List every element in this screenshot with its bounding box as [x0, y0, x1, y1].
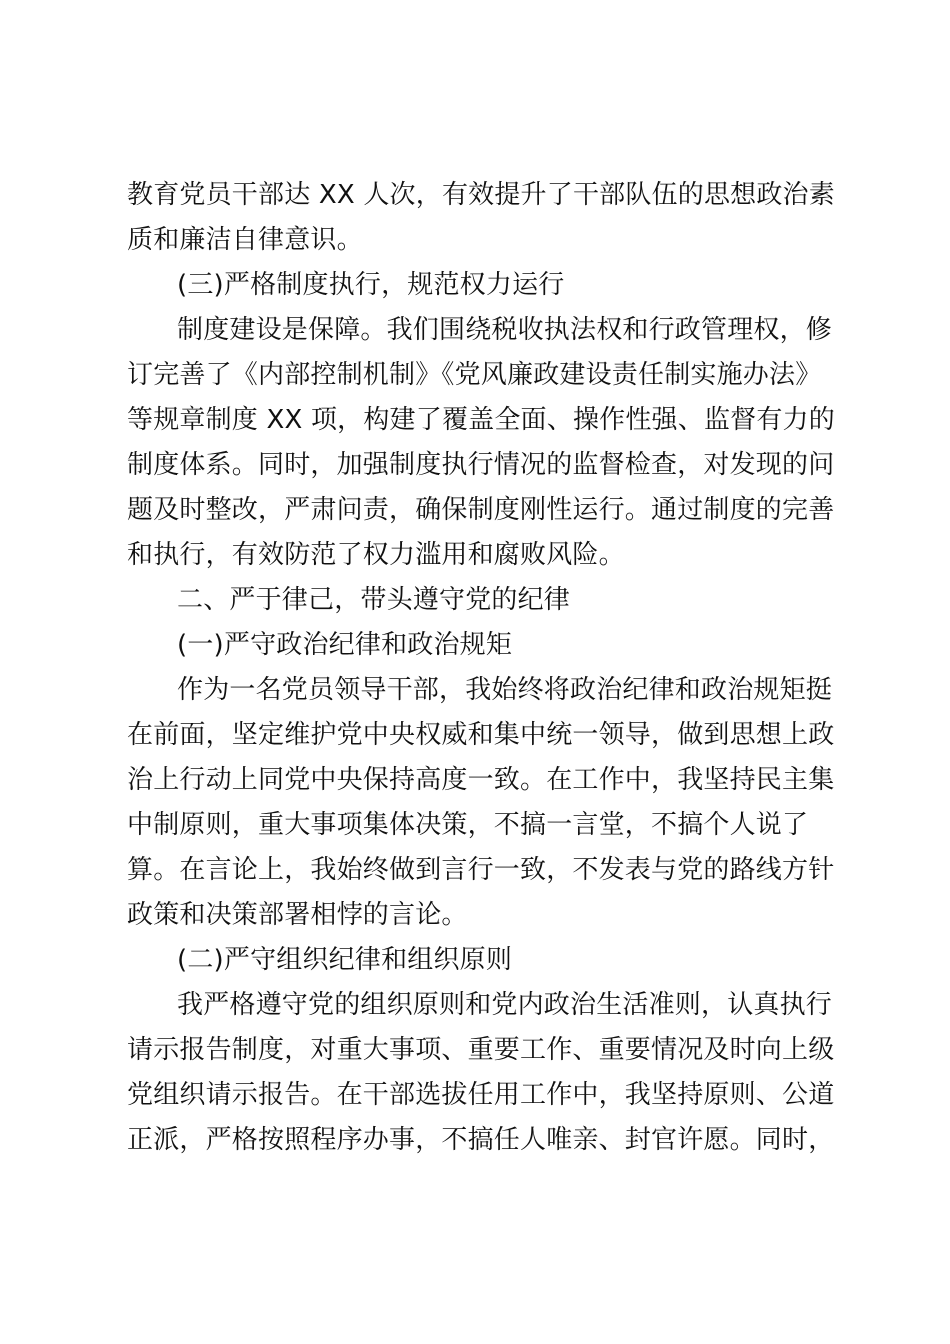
- section-heading: (三)严格制度执行，规范权力运行: [177, 270, 565, 300]
- body-text-line: 中制原则，重大事项集体决策，不搞一言堂，不搞个人说了: [127, 810, 809, 840]
- body-text-line: 制度体系。同时，加强制度执行情况的监督检查，对发现的问: [127, 450, 835, 480]
- body-text-line: 请示报告制度，对重大事项、重要工作、重要情况及时向上级: [127, 1035, 835, 1065]
- body-text-line: 党组织请示报告。在干部选拔任用工作中，我坚持原则、公道: [127, 1080, 835, 1110]
- body-text-line: 在前面，坚定维护党中央权威和集中统一领导，做到思想上政: [127, 720, 835, 750]
- chapter-heading: 二、严于律己，带头遵守党的纪律: [177, 585, 571, 615]
- section-heading: (二)严守组织纪律和组织原则: [177, 945, 513, 975]
- paragraph-first-line: 作为一名党员领导干部，我始终将政治纪律和政治规矩挺: [177, 675, 833, 705]
- body-text-line: 订完善了《内部控制机制》《党风廉政建设责任制实施办法》: [127, 360, 822, 390]
- body-text-line: 算。在言论上，我始终做到言行一致，不发表与党的路线方针: [127, 855, 835, 885]
- section-heading: (一)严守政治纪律和政治规矩: [177, 630, 513, 660]
- body-text-line: 政策和决策部署相悖的言论。: [127, 900, 468, 930]
- paragraph-first-line: 制度建设是保障。我们围绕税收执法权和行政管理权，修: [177, 315, 833, 345]
- body-text-line: 等规章制度 XX 项，构建了覆盖全面、操作性强、监督有力的: [127, 405, 835, 435]
- body-text-line: 正派，严格按照程序办事，不搞任人唯亲、封官许愿。同时，: [127, 1125, 835, 1155]
- body-text-line: 治上行动上同党中央保持高度一致。在工作中，我坚持民主集: [127, 765, 835, 795]
- paragraph-first-line: 我严格遵守党的组织原则和党内政治生活准则，认真执行: [177, 990, 833, 1020]
- body-text-line: 题及时整改，严肃问责，确保制度刚性运行。通过制度的完善: [127, 495, 835, 525]
- body-text-line: 教育党员干部达 XX 人次，有效提升了干部队伍的思想政治素: [127, 180, 835, 210]
- body-text-line: 质和廉洁自律意识。: [127, 225, 363, 255]
- body-text-line: 和执行，有效防范了权力滥用和腐败风险。: [127, 540, 625, 570]
